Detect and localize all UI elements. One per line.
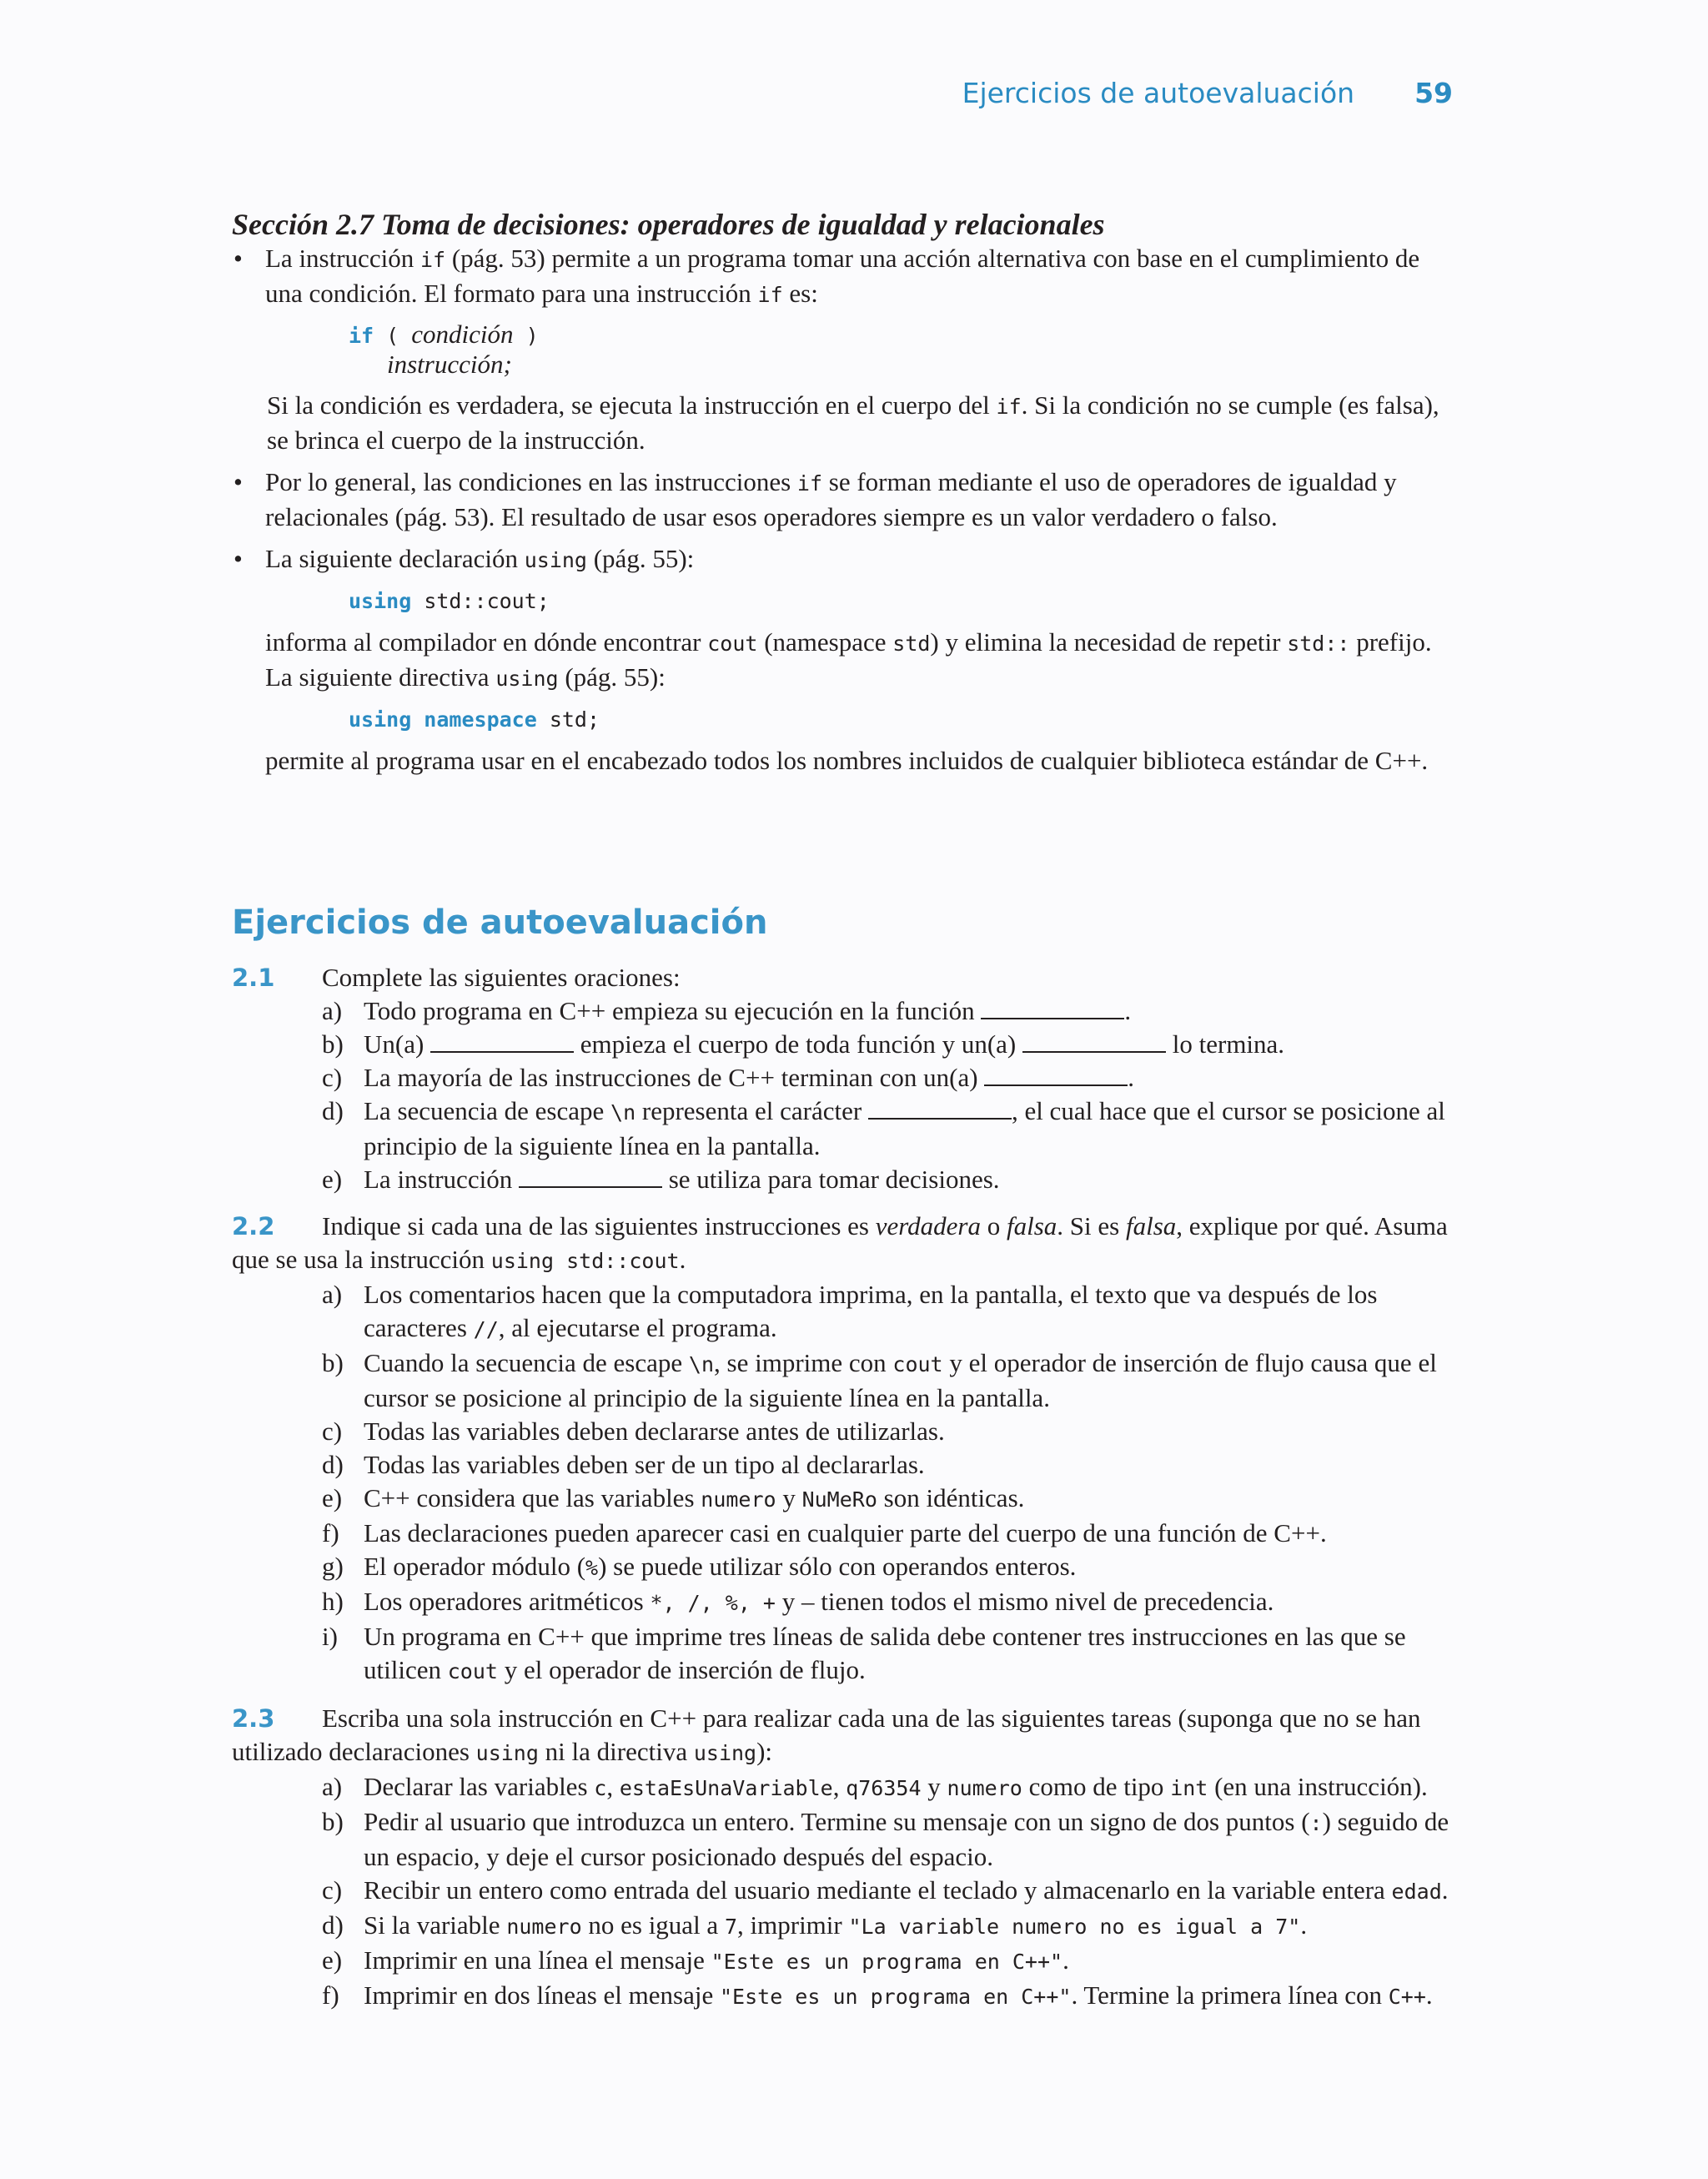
text: Imprimir en una línea el mensaje <box>364 1945 711 1975</box>
text: (pág. 55): <box>558 662 666 692</box>
text: ) se puede utilizar sólo con operandos enteros. <box>598 1552 1077 1581</box>
code-inline: if <box>996 395 1022 419</box>
text: como de tipo <box>1022 1772 1171 1801</box>
list-item <box>232 1346 1453 1415</box>
exercise-number: 2.3 <box>232 1704 275 1733</box>
list-item <box>232 1909 1453 1944</box>
text: , <box>832 1772 846 1801</box>
code-placeholder: condición <box>411 320 514 349</box>
code-inline: \n <box>688 1352 715 1376</box>
blank-line <box>519 1165 662 1188</box>
text: (namespace <box>757 627 893 657</box>
blank-line <box>1022 1029 1166 1053</box>
text: . <box>1124 996 1132 1025</box>
code-block-if <box>349 320 1453 379</box>
text: (pág. 55): <box>586 544 695 573</box>
text: Recibir un entero como entrada del usuario mediante el teclado y almacenarlo en la variable entera <box>364 1875 1392 1905</box>
list-item <box>232 1979 1453 2014</box>
code-keyword: using <box>349 589 412 613</box>
item-label: h) <box>322 1587 344 1616</box>
exercise-2-2 <box>232 1210 1453 1688</box>
bullet-conditions <box>232 465 1453 534</box>
text: Pedir al usuario que introduzca un entero. Termine su mensaje con un signo de dos puntos ( <box>364 1807 1310 1836</box>
code-inline: std <box>892 632 931 656</box>
text: ) seguido de un espacio, y deje el cursor posicionado después del espacio. <box>364 1807 1449 1871</box>
summary-bullets <box>232 242 1453 777</box>
code-inline: "La variable numero no es igual a 7" <box>848 1915 1301 1939</box>
exercise-2-1 <box>232 961 1453 1196</box>
exercise-number: 2.1 <box>232 964 275 992</box>
text: Todas las variables deben ser de un tipo al declararlas. <box>364 1450 925 1479</box>
text: ) y elimina la necesidad de repetir <box>930 627 1288 657</box>
list-item <box>232 1550 1453 1585</box>
text: Los operadores aritméticos <box>364 1587 651 1616</box>
text: . <box>1425 1980 1433 2010</box>
list-item <box>232 1482 1453 1517</box>
blank-line <box>984 1063 1128 1086</box>
text-italic: verdadera <box>875 1211 981 1240</box>
text: La siguiente declaración <box>265 544 525 573</box>
text: . Termine la primera línea con <box>1071 1980 1389 2010</box>
code-inline: cout <box>892 1352 943 1376</box>
text: se forman mediante el uso de operadores de igualdad y relacionales (pág. 53). El resultado de usar esos operadores siempre es un valor verdadero o falso. <box>265 467 1397 531</box>
list-item <box>232 1874 1453 1909</box>
code-inline: numero <box>947 1776 1022 1800</box>
text: (pág. 53) permite a un programa tomar una acción alternativa con base en el cumplimiento de una condición. El formato para una instrucción <box>265 244 1420 308</box>
text: , explique por qué. Asuma que se usa la instrucción <box>232 1211 1448 1274</box>
item-label: c) <box>322 1417 343 1446</box>
exercise-prompt: Complete las siguientes oraciones: <box>322 963 681 992</box>
code-inline: : <box>1309 1811 1323 1835</box>
item-label: a) <box>322 996 343 1025</box>
text: (en una instrucción). <box>1208 1772 1428 1801</box>
item-label: c) <box>322 1875 343 1905</box>
text: . <box>1441 1875 1449 1905</box>
text: , <box>606 1772 620 1801</box>
code-inline: C++ <box>1388 1985 1426 2009</box>
code-inline: numero <box>701 1487 776 1512</box>
page-content <box>232 207 1453 2014</box>
running-header-title: Ejercicios de autoevaluación <box>962 77 1355 109</box>
list-item <box>232 1278 1453 1346</box>
exercise-items <box>232 1278 1453 1688</box>
text: . <box>679 1245 686 1274</box>
code-inline: using <box>495 667 559 691</box>
item-label: f) <box>322 1518 339 1547</box>
text: y el operador de inserción de flujo causa que el cursor se posicione al principio de la siguiente línea en la pantalla. <box>364 1348 1437 1412</box>
list-item <box>232 1061 1453 1095</box>
text: prefijo. La siguiente directiva <box>265 627 1432 692</box>
code-inline: int <box>1170 1776 1208 1800</box>
code-inline: NuMeRo <box>801 1487 877 1512</box>
text: . <box>1300 1910 1308 1940</box>
text: , se imprime con <box>714 1348 893 1377</box>
paragraph-using-explanation <box>265 626 1453 696</box>
text: El operador módulo ( <box>364 1552 586 1581</box>
text: ni la directiva <box>538 1737 694 1766</box>
code-inline: if <box>419 248 446 272</box>
text: , al ejecutarse el programa. <box>498 1313 777 1342</box>
list-item <box>232 1620 1453 1688</box>
text: y – tienen todos el mismo nivel de precedencia. <box>775 1587 1274 1616</box>
code-inline: "Este es un programa en C++" <box>720 1985 1072 2009</box>
text: Imprimir en dos líneas el mensaje <box>364 1980 720 2010</box>
list-item <box>232 1415 1453 1448</box>
code-text: ) <box>513 324 539 348</box>
text: , imprimir <box>737 1910 849 1940</box>
text: empieza el cuerpo de toda función y un(a) <box>574 1029 1023 1059</box>
page-number: 59 <box>1414 77 1453 109</box>
text: Los comentarios hacen que la computadora imprima, en la pantalla, el texto que va después de los caracteres <box>364 1280 1378 1342</box>
code-text: std::cout; <box>411 589 550 613</box>
text: . Si la condición no se cumple (es falsa), se brinca el cuerpo de la instrucción. <box>267 390 1439 455</box>
paragraph-if-explanation <box>267 389 1453 457</box>
code-inline: estaEsUnaVariable <box>619 1776 833 1800</box>
text: representa el carácter <box>635 1096 868 1125</box>
exercise-items <box>232 994 1453 1196</box>
item-label: d) <box>322 1450 344 1479</box>
text: La instrucción <box>364 1165 519 1194</box>
text: informa al compilador en dónde encontrar <box>265 627 708 657</box>
bullet-if-statement <box>232 242 1453 457</box>
code-inline: 7 <box>724 1915 738 1939</box>
list-item <box>232 1585 1453 1620</box>
text: ): <box>756 1737 773 1766</box>
list-item <box>232 1805 1453 1874</box>
text: Si la condición es verdadera, se ejecuta la instrucción en el cuerpo del <box>267 390 997 420</box>
code-inline: // <box>473 1317 499 1341</box>
item-label: c) <box>322 1063 343 1092</box>
text: La secuencia de escape <box>364 1096 611 1125</box>
exercise-2-3 <box>232 1702 1453 2014</box>
item-label: b) <box>322 1348 344 1377</box>
text: Todo programa en C++ empieza su ejecución en la función <box>364 996 982 1025</box>
bullet-using <box>232 542 1453 777</box>
code-inline: "Este es un programa en C++" <box>711 1950 1063 1974</box>
text: C++ considera que las variables <box>364 1483 701 1512</box>
text: Por lo general, las condiciones en las instrucciones <box>265 467 797 496</box>
text: son idénticas. <box>877 1483 1025 1512</box>
text: es: <box>782 279 818 308</box>
item-label: b) <box>322 1807 344 1836</box>
text: La mayoría de las instrucciones de C++ terminan con un(a) <box>364 1063 985 1092</box>
list-item <box>232 994 1453 1028</box>
text: se utiliza para tomar decisiones. <box>661 1165 1000 1194</box>
code-inline: *, /, %, + <box>650 1591 776 1615</box>
item-label: f) <box>322 1980 339 2010</box>
text: o <box>981 1211 1007 1240</box>
code-inline: numero <box>506 1915 582 1939</box>
item-label: e) <box>322 1945 343 1975</box>
exercise-number: 2.2 <box>232 1212 275 1240</box>
exercises-title: Ejercicios de autoevaluación <box>232 903 768 942</box>
code-inline: if <box>796 471 823 496</box>
code-inline: using std::cout <box>490 1249 680 1273</box>
text: . Si es <box>1057 1211 1126 1240</box>
code-inline: q76354 <box>846 1776 922 1800</box>
code-text: std; <box>536 707 600 732</box>
code-inline: cout <box>447 1659 498 1683</box>
running-header <box>962 77 1453 109</box>
text: Un(a) <box>364 1029 431 1059</box>
text: Un programa en C++ que imprime tres líneas de salida debe contener tres instrucciones en las que se utilicen <box>364 1622 1406 1684</box>
list-item <box>232 1448 1453 1482</box>
code-keyword: if <box>349 324 374 348</box>
item-label: g) <box>322 1552 344 1581</box>
exercise-items <box>232 1770 1453 2014</box>
item-label: i) <box>322 1622 338 1651</box>
item-label: d) <box>322 1910 344 1940</box>
code-text: ( <box>374 324 412 348</box>
text: Declarar las variables <box>364 1772 595 1801</box>
code-inline: % <box>585 1556 599 1580</box>
code-inline: cout <box>707 632 758 656</box>
text: . <box>1128 1063 1135 1092</box>
item-label: e) <box>322 1483 343 1512</box>
text: Cuando la secuencia de escape <box>364 1348 689 1377</box>
text: y <box>921 1772 947 1801</box>
paragraph-namespace-explanation: permite al programa usar en el encabezado todos los nombres incluidos de cualquier biblioteca estándar de C++. <box>265 746 1429 775</box>
text: lo termina. <box>1166 1029 1285 1059</box>
item-label: d) <box>322 1096 344 1125</box>
code-inline: using <box>693 1741 757 1765</box>
list-item <box>232 1028 1453 1061</box>
code-inline: \n <box>610 1100 636 1125</box>
code-inline: edad <box>1391 1880 1442 1904</box>
item-label: e) <box>322 1165 343 1194</box>
code-inline: std:: <box>1287 632 1350 656</box>
text: Las declaraciones pueden aparecer casi en cualquier parte del cuerpo de una función de C++. <box>364 1518 1327 1547</box>
text: , el cual hace que el cursor se posicione al principio de la siguiente línea en la pantalla. <box>364 1096 1445 1160</box>
code-block-namespace <box>349 704 1453 734</box>
item-label: a) <box>322 1280 343 1309</box>
item-label: a) <box>322 1772 343 1801</box>
section-heading: Sección 2.7 Toma de decisiones: operadores de igualdad y relacionales <box>232 208 1105 241</box>
list-item <box>232 1770 1453 1805</box>
list-item <box>232 1517 1453 1550</box>
text: La instrucción <box>265 244 420 273</box>
text: . <box>1062 1945 1069 1975</box>
code-keyword: using namespace <box>349 707 537 732</box>
list-item <box>232 1163 1453 1196</box>
code-inline: using <box>475 1741 539 1765</box>
text: Todas las variables deben declararse antes de utilizarlas. <box>364 1417 945 1446</box>
text: Indique si cada una de las siguientes instrucciones es <box>322 1211 876 1240</box>
list-item <box>232 1944 1453 1979</box>
text-italic: falsa <box>1125 1211 1177 1240</box>
code-placeholder: instrucción; <box>387 350 512 379</box>
blank-line <box>430 1029 574 1053</box>
text: Escriba una sola instrucción en C++ para realizar cada una de las siguientes tareas (suponga que no se han utilizado declaraciones <box>232 1703 1421 1766</box>
code-inline: if <box>757 283 783 307</box>
blank-line <box>868 1096 1012 1120</box>
text: y <box>776 1483 802 1512</box>
blank-line <box>981 996 1124 1019</box>
code-inline: c <box>594 1776 607 1800</box>
text: Si la variable <box>364 1910 507 1940</box>
text: y el operador de inserción de flujo. <box>497 1655 866 1684</box>
item-label: b) <box>322 1029 344 1059</box>
text-italic: falsa <box>1007 1211 1057 1240</box>
text: no es igual a <box>581 1910 725 1940</box>
code-inline: using <box>524 548 587 572</box>
list-item <box>232 1095 1453 1163</box>
code-block-using <box>349 586 1453 616</box>
